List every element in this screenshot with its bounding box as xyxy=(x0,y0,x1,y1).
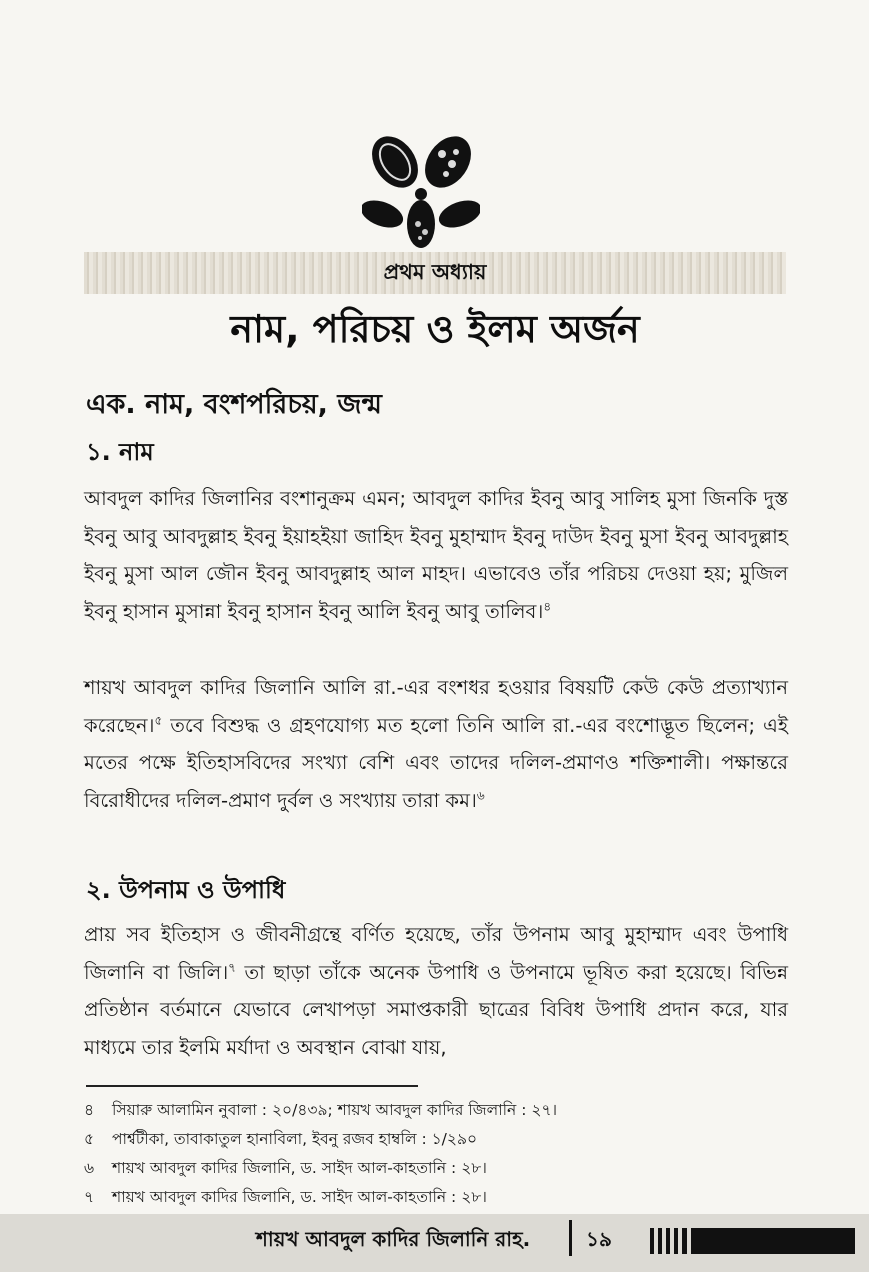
footnote-ref: ৪ xyxy=(543,599,552,613)
footnote-number: ৭ xyxy=(84,1188,95,1206)
subsection-heading-name: ১. নাম xyxy=(86,438,154,466)
paragraph-text: তা ছাড়া তাঁকে অনেক উপাধি ও উপনামে ভূষিত করা হয়েছে। বিভিন্ন প্রতিষ্ঠান বর্তমানে যেভাবে লেখাপড়া সমাপ্তকারী ছাত্রের বিবিধ উপাধি প্রদান করে, যার মাধ্যমে তার ইলমি মর্যাদা ও অবস্থান বোঝা যায়, xyxy=(84,960,788,1059)
footnotes xyxy=(84,1096,784,1212)
paragraph-descent xyxy=(84,669,788,819)
footnote xyxy=(84,1096,784,1125)
footnote-number: ৪ xyxy=(84,1101,95,1119)
paragraph-text: তবে বিশুদ্ধ ও গ্রহণযোগ্য মত হলো তিনি আলি রা.-এর বংশোদ্ভূত ছিলেন; এই মতের পক্ষে ইতিহাসবিদের সংখ্যা বেশি এবং তাদের দলিল-প্রমাণও শক্তিশালী। পক্ষান্তরে বিরোধীদের দলিল-প্রমাণ দুর্বল ও সংখ্যায় তারা কম। xyxy=(84,713,788,812)
footnote-number: ৫ xyxy=(84,1130,95,1148)
footer-book-title: শায়খ আবদুল কাদির জিলানি রাহ. xyxy=(256,1227,531,1251)
footnote-ref: ৫ xyxy=(154,713,163,727)
footnote-text: সিয়ারু আলামিন নুবালা : ২০/৪৩৯; শায়খ আবদুল কাদির জিলানি : ২৭। xyxy=(112,1101,558,1119)
section-heading: এক. নাম, বংশপরিচয়, জন্ম xyxy=(86,389,382,420)
floral-ornament-icon xyxy=(362,128,480,250)
footer-divider xyxy=(569,1220,572,1256)
footnote-ref: ৬ xyxy=(476,788,485,802)
paragraph-lineage xyxy=(84,480,788,630)
footnote-number: ৬ xyxy=(84,1159,95,1177)
footnote-text: শায়খ আবদুল কাদির জিলানি, ড. সাইদ আল-কাহতানি : ২৮। xyxy=(112,1188,487,1206)
paragraph-text: প্রায় সব ইতিহাস ও জীবনীগ্রন্থে বর্ণিত হয়েছে, তাঁর উপনাম আবু মুহাম্মাদ এবং উপাধি জিলানি বা জিলি। xyxy=(84,923,788,984)
chapter-label-band xyxy=(84,252,786,294)
paragraph-text: আবদুল কাদির জিলানির বংশানুক্রম এমন; আবদুল কাদির ইবনু আবু সালিহ মুসা জিনকি দুস্ত ইবনু আবু আবদুল্লাহ ইবনু ইয়াহইয়া জাহিদ ইবনু মুহাম্মাদ ইবনু দাউদ ইবনু মুসা ইবনু আবদুল্লাহ ইবনু মুসা আল জৌন ইবনু আবদুল্লাহ আল মাহদ। এভাবেও তাঁর পরিচয় দেওয়া হয়; মুজিল ইবনু হাসান মুসান্না ইবনু হাসান ইবনু আলি ইবনু আবু তালিব। xyxy=(84,487,788,623)
chapter-label: প্রথম অধ্যায় xyxy=(383,259,487,284)
footnote xyxy=(84,1154,784,1183)
chapter-title: নাম, পরিচয় ও ইলম অর্জন xyxy=(230,307,640,351)
paragraph-titles xyxy=(84,916,788,1066)
footnote-text: শায়খ আবদুল কাদির জিলানি, ড. সাইদ আল-কাহতানি : ২৮। xyxy=(112,1159,487,1177)
page-number: ১৯ xyxy=(586,1227,612,1251)
footnote-ref: ৭ xyxy=(228,960,236,974)
footnote-divider xyxy=(86,1085,418,1087)
footer-bar-pattern-icon xyxy=(650,1228,855,1254)
footnote xyxy=(84,1125,784,1154)
paragraph-text: শায়খ আবদুল কাদির জিলানি আলি রা.-এর বংশধর হওয়ার বিষয়টি কেউ কেউ প্রত্যাখ্যান করেছেন। xyxy=(84,676,788,737)
footnote xyxy=(84,1183,784,1212)
footnote-text: পার্শ্বটীকা, তাবাকাতুল হানাবিলা, ইবনু রজব হাম্বলি : ১/২৯০ xyxy=(112,1130,478,1148)
subsection-heading-title: ২. উপনাম ও উপাধি xyxy=(86,876,286,904)
